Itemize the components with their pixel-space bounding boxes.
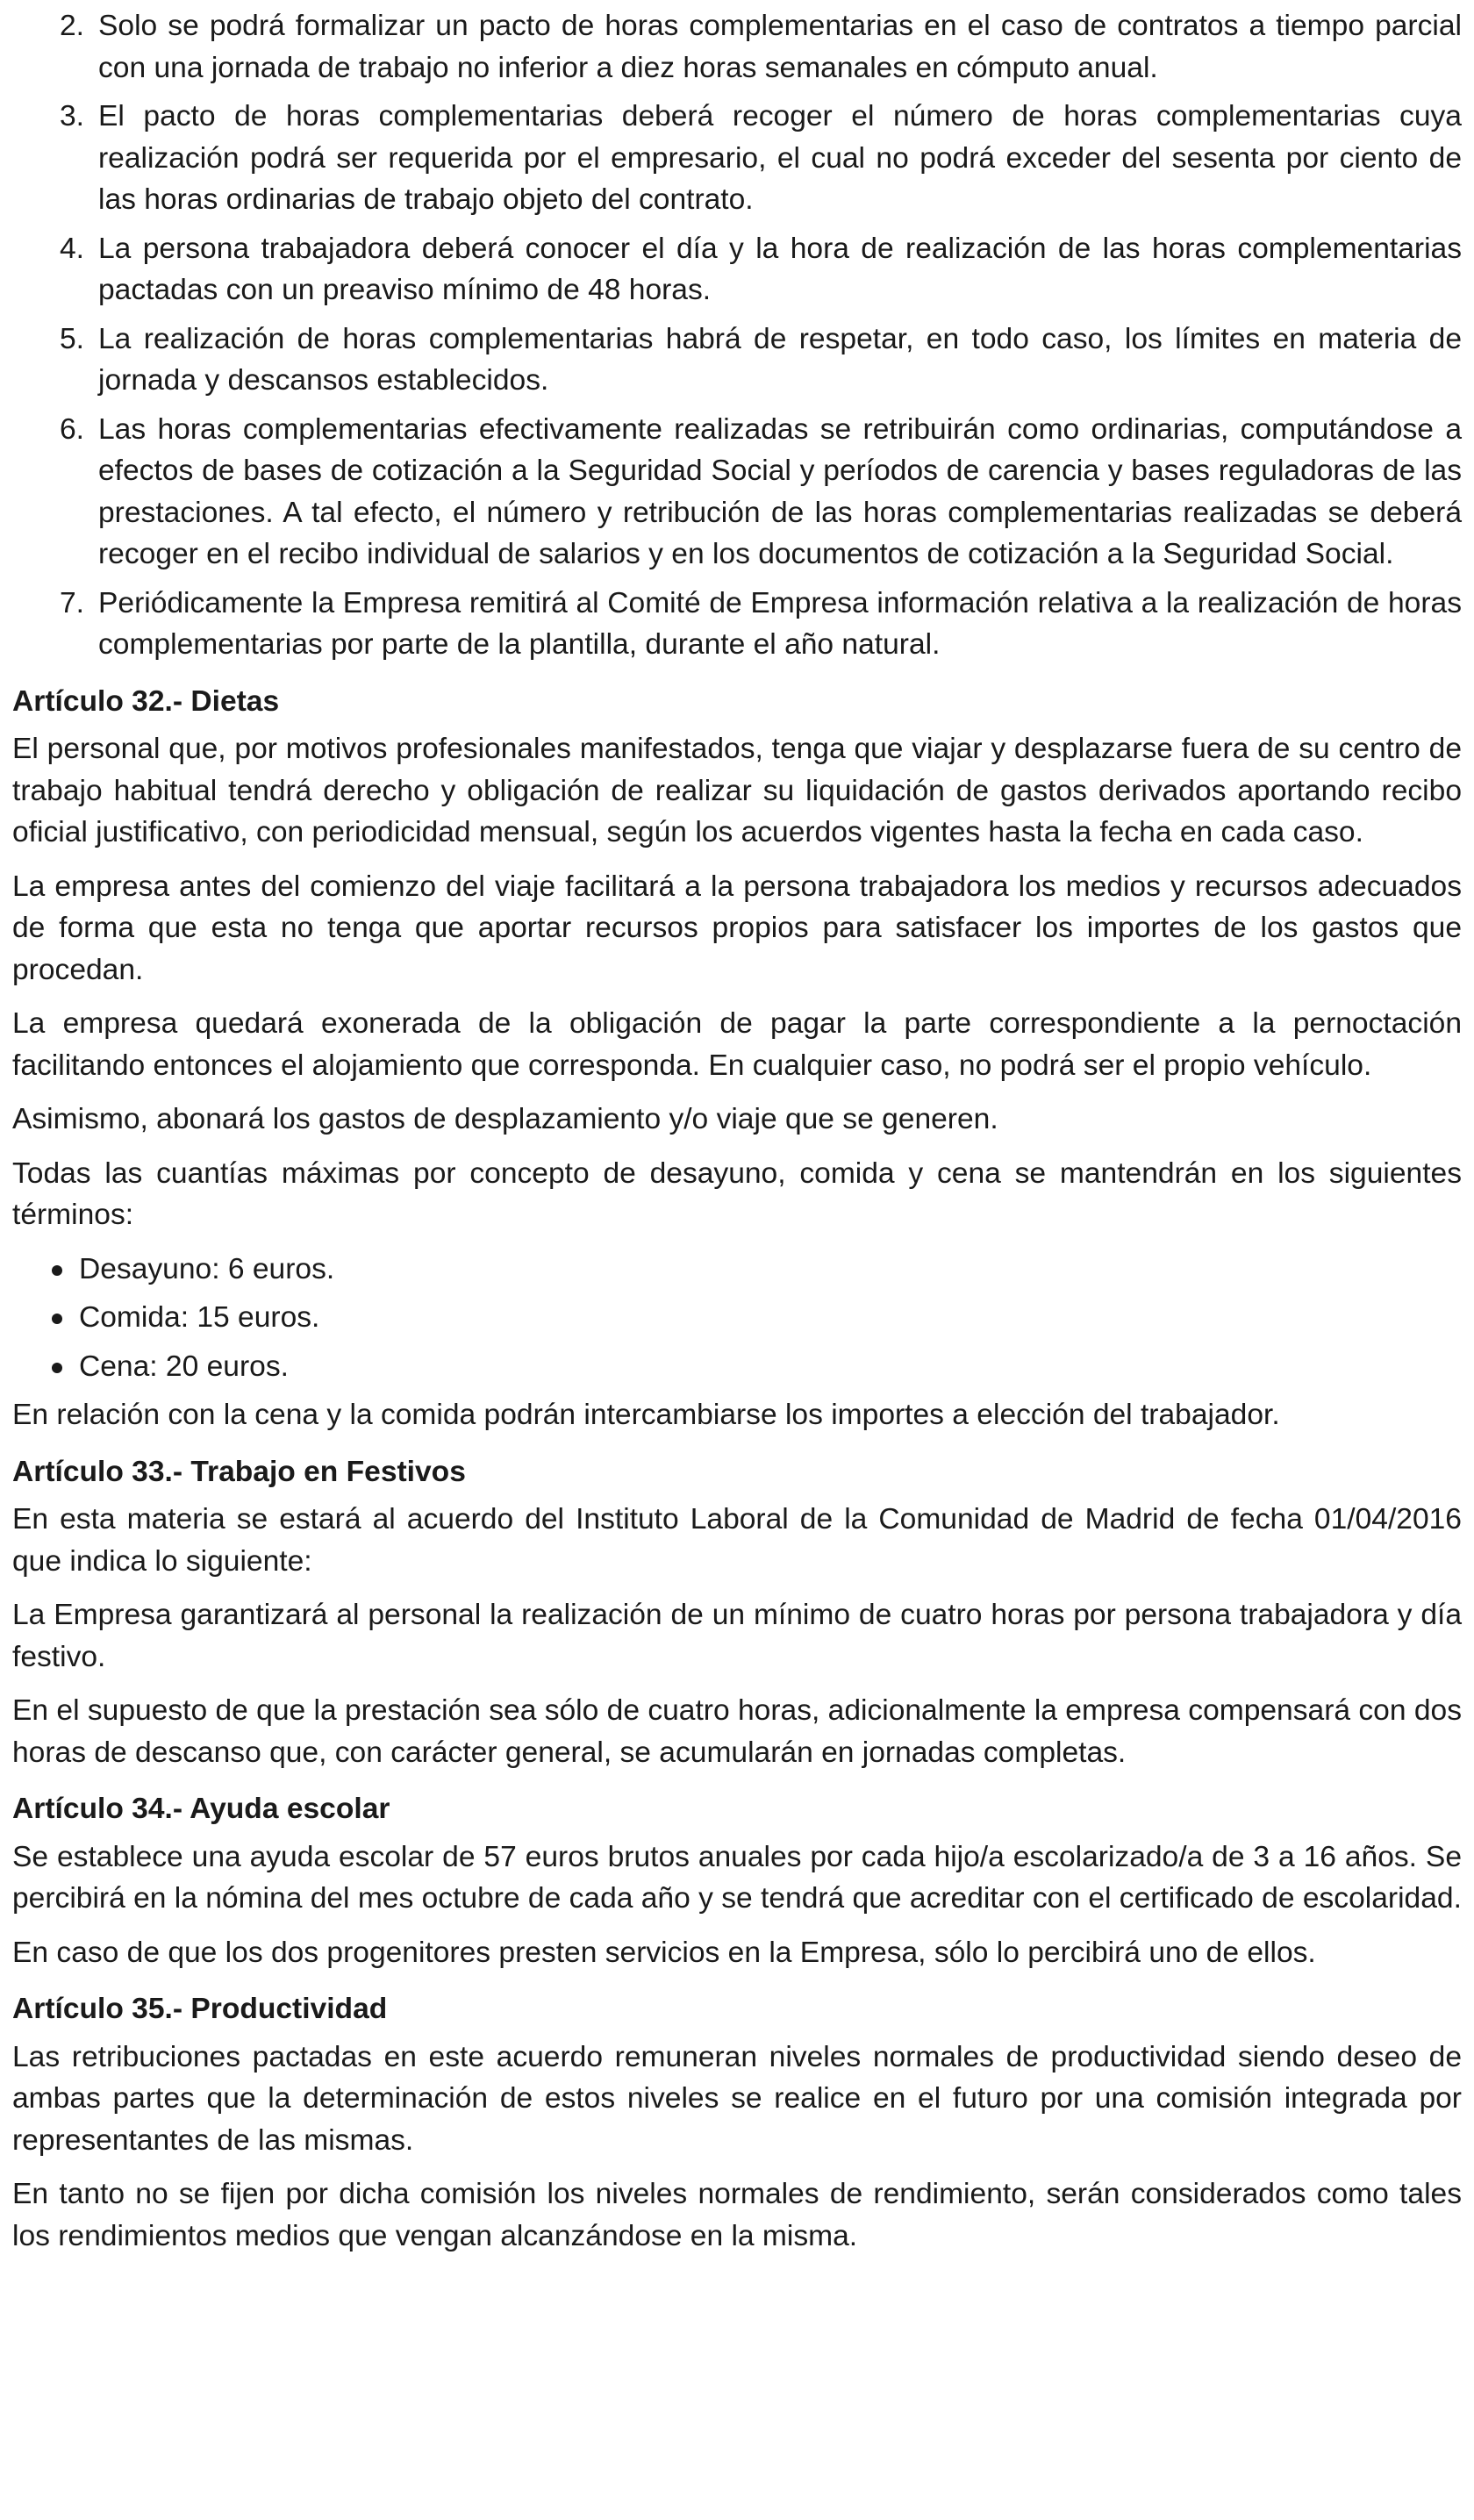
list-item [12, 409, 1462, 576]
article-34-heading: Artículo 34.- Ayuda escolar [12, 1793, 390, 1825]
article-33-paragraph-1: En esta materia se estará al acuerdo del Instituto Laboral de la Comunidad de Madrid de fecha 01/04/2016 que indica lo siguiente: [12, 1503, 1462, 1578]
article-34-paragraph-2: En caso de que los dos progenitores presten servicios en la Empresa, sólo lo percibirá uno de ellos. [12, 1936, 1316, 1969]
list-item [12, 96, 1462, 221]
meal-allowance-text: Desayuno: 6 euros. [79, 1252, 335, 1285]
meal-allowance-list [12, 1249, 1462, 1388]
article-32-paragraph-1: El personal que, por motivos profesionales manifestados, tenga que viajar y desplazarse fuera de su centro de trabajo habitual tendrá derecho y obligación de realizar su liquidación de gastos derivados aportando recibo oficial justificativo, con periodicidad mensual, según los acuerdos vigentes hasta la fecha en cada caso. [12, 733, 1462, 848]
list-item-text: Las horas complementarias efectivamente realizadas se retribuirán como ordinarias, computándose a efectos de bases de cotización a la Seguridad Social y períodos de carencia y bases reguladoras de las prestaciones. A tal efecto, el número y retribución de las horas complementarias realizadas se deberá recoger en el recibo individual de salarios y en los documentos de cotización a la Seguridad Social. [98, 412, 1462, 570]
meal-allowance-item [12, 1346, 1462, 1388]
list-item-number: 2. [59, 10, 84, 42]
article-33-section [12, 1451, 1462, 1774]
article-33-paragraph-2: La Empresa garantizará al personal la realización de un mínimo de cuatro horas por persona trabajadora y día festivo. [12, 1599, 1462, 1673]
list-item-text: El pacto de horas complementarias deberá recoger el número de horas complementarias cuya realización podrá ser requerida por el empresario, el cual no podrá exceder del sesenta por ciento de las horas ordinarias de trabajo objeto del contrato. [98, 100, 1462, 216]
article-35-paragraph-2: En tanto no se fijen por dicha comisión los niveles normales de rendimiento, serán considerados como tales los rendimientos medios que vengan alcanzándose en la misma. [12, 2178, 1462, 2252]
meal-allowance-item [12, 1249, 1462, 1291]
article-34-paragraph-1: Se establece una ayuda escolar de 57 euros brutos anuales por cada hijo/a escolarizado/a de 3 a 16 años. Se percibirá en la nómina del mes octubre de cada año y se tendrá que acreditar con el certificado de escolaridad. [12, 1840, 1462, 1915]
article-35-heading: Artículo 35.- Productividad [12, 1993, 388, 2025]
list-item [12, 583, 1462, 666]
article-32-paragraph-3: La empresa quedará exonerada de la obligación de pagar la parte correspondiente a la pernoctación facilitando entonces el alojamiento que corresponda. En cualquier caso, no podrá ser el propio vehículo. [12, 1007, 1462, 1082]
list-item-text: Periódicamente la Empresa remitirá al Comité de Empresa información relativa a la realización de horas complementarias por parte de la plantilla, durante el año natural. [98, 586, 1462, 661]
list-item-number: 4. [59, 232, 84, 265]
article-33-paragraph-3: En el supuesto de que la prestación sea sólo de cuatro horas, adicionalmente la empresa compensará con dos horas de descanso que, con carácter general, se acumularán en jornadas completas. [12, 1694, 1462, 1769]
list-item-number: 5. [59, 322, 84, 355]
list-item-number: 3. [59, 100, 84, 132]
article-32-paragraph-5: Todas las cuantías máximas por concepto de desayuno, comida y cena se mantendrán en los siguientes términos: [12, 1156, 1462, 1231]
list-item-text: La persona trabajadora deberá conocer el día y la hora de realización de las horas complementarias pactadas con un preaviso mínimo de 48 horas. [98, 232, 1462, 306]
list-item-text: Solo se podrá formalizar un pacto de horas complementarias en el caso de contratos a tiempo parcial con una jornada de trabajo no inferior a diez horas semanales en cómputo anual. [98, 10, 1462, 84]
list-item-number: 7. [59, 586, 84, 619]
bullet-icon [12, 1249, 79, 1291]
complementary-hours-list [12, 5, 1462, 666]
article-32-paragraph-6: En relación con la cena y la comida podrán intercambiarse los importes a elección del trabajador. [12, 1399, 1280, 1431]
article-32-paragraph-4: Asimismo, abonará los gastos de desplazamiento y/o viaje que se generen. [12, 1103, 998, 1135]
meal-allowance-text: Comida: 15 euros. [79, 1301, 320, 1334]
article-32-section [12, 681, 1462, 1436]
article-35-section [12, 1988, 1462, 2257]
article-35-paragraph-1: Las retribuciones pactadas en este acuerdo remuneran niveles normales de productividad siendo deseo de ambas partes que la determinación de estos niveles se realice en el futuro por una comisión integrada por representantes de las mismas. [12, 2040, 1462, 2157]
document-page [12, 5, 1462, 2269]
bullet-icon [12, 1297, 79, 1339]
article-34-section [12, 1788, 1462, 1973]
article-33-heading: Artículo 33.- Trabajo en Festivos [12, 1455, 466, 1488]
list-item [12, 228, 1462, 311]
meal-allowance-text: Cena: 20 euros. [79, 1349, 289, 1383]
article-32-heading: Artículo 32.- Dietas [12, 684, 280, 718]
list-item-number: 6. [59, 412, 84, 446]
list-item-text: La realización de horas complementarias habrá de respetar, en todo caso, los límites en materia de jornada y descansos establecidos. [98, 322, 1462, 397]
list-item [12, 319, 1462, 402]
article-32-paragraph-2: La empresa antes del comienzo del viaje facilitará a la persona trabajadora los medios y recursos adecuados de forma que esta no tenga que aportar recursos propios para satisfacer los importes de los gastos que procedan. [12, 870, 1462, 986]
bullet-icon [12, 1346, 79, 1388]
list-item [12, 5, 1462, 89]
meal-allowance-item [12, 1297, 1462, 1339]
